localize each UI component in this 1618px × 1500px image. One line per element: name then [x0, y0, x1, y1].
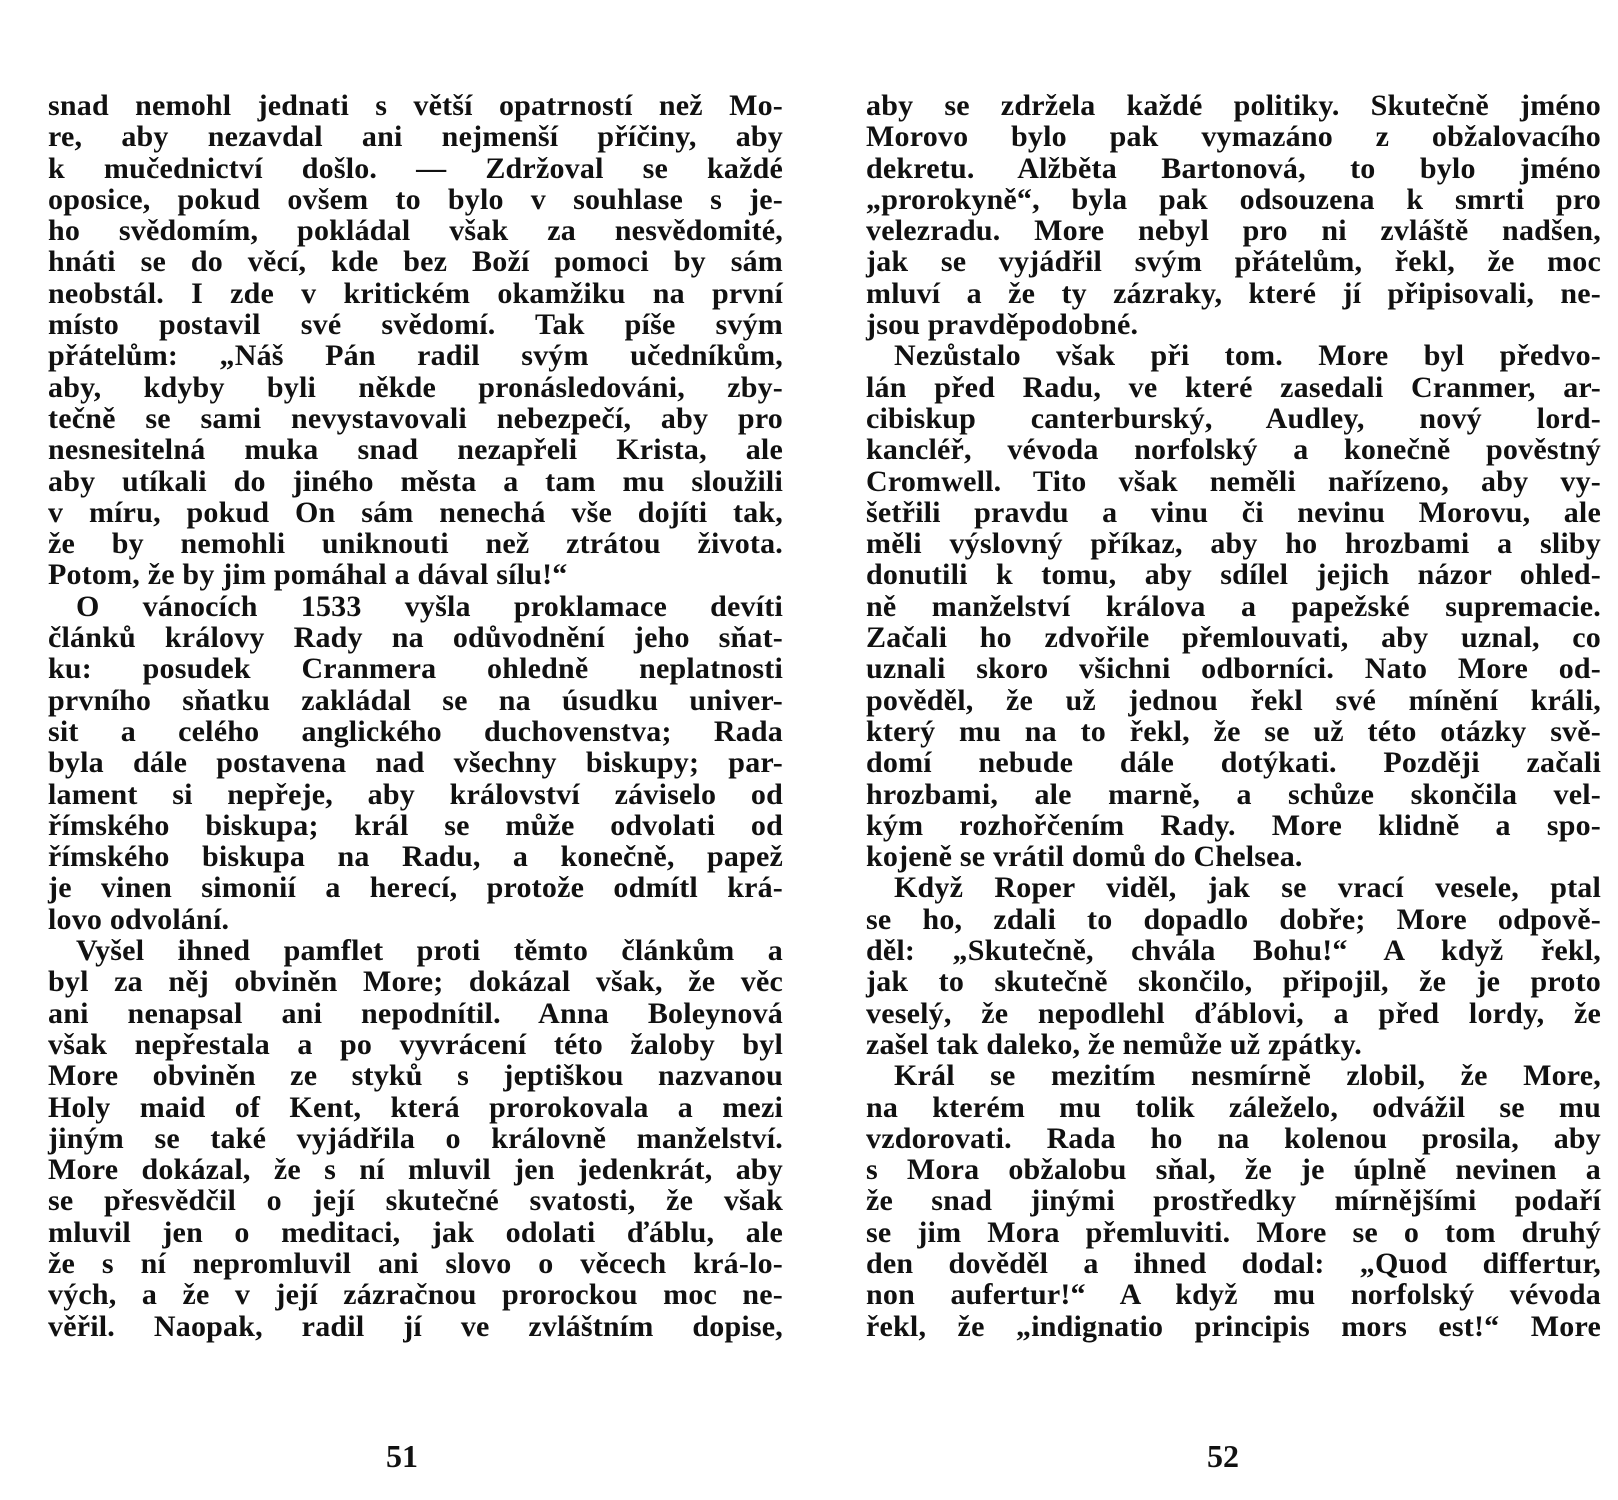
text-line: jak to skutečně skončilo, připojil, že je proto: [866, 965, 1601, 999]
right-page-text: [866, 90, 1601, 1342]
text-line: non aufertur!“ A když mu norfolský vévoda: [866, 1278, 1601, 1312]
text-line: aby se zdržela každé politiky. Skutečně jméno: [866, 89, 1601, 122]
text-line: který mu na to řekl, že se už této otázky svě-: [866, 714, 1601, 748]
text-line: Začali ho zdvořile přemlouvati, aby uznal, co: [866, 621, 1601, 655]
text-line: snad nemohl jednati s větší opatrností než Mo-: [48, 89, 783, 122]
text-line: Holy maid of Kent, která prorokovala a mezi: [48, 1090, 783, 1124]
text-line: O vánocích 1533 vyšla proklamace devíti: [76, 589, 783, 623]
text-line: děl: „Skutečně, chvála Bohu!“ A když řekl,: [866, 934, 1601, 968]
text-line: na kterém mu tolik záleželo, odvážil se mu: [866, 1090, 1601, 1124]
text-line: nesnesitelná muka snad nezapřeli Krista, ale: [48, 433, 783, 467]
text-line: jak se vyjádřil svým přátelům, řekl, že moc: [866, 245, 1601, 279]
text-line: v míru, pokud On sám nenechá vše dojíti tak,: [48, 495, 783, 529]
text-line: řekl, že „indignatio principis mors est!“ More: [866, 1309, 1601, 1343]
text-line: se přesvědčil o její skutečné svatosti, že však: [48, 1184, 783, 1218]
text-line: oposice, pokud ovšem to bylo v souhlase s je-: [48, 182, 783, 216]
text-line: Vyšel ihned pamflet proti těmto článkům a: [76, 934, 783, 968]
page-number-left: 51: [386, 1438, 418, 1474]
text-line: domí nebude dále dotýkati. Později začali: [866, 746, 1601, 780]
text-line: římského biskupa na Radu, a konečně, papež: [48, 840, 783, 874]
text-line: šetřili pravdu a vinu či nevinu Morovu, ale: [866, 495, 1601, 529]
text-line: že s ní nepromluvil ani slovo o věcech krá-lo-: [48, 1246, 783, 1280]
text-line: jiným se také vyjádřila o královně manželství.: [48, 1121, 783, 1155]
text-line: se jim Mora přemluviti. More se o tom druhý: [866, 1215, 1601, 1249]
text-line: ho svědomím, pokládal však za nesvědomité,: [48, 214, 783, 248]
text-line: lovo odvolání.: [48, 902, 230, 936]
text-line: článků královy Rady na odůvodnění jeho sňat-: [48, 621, 783, 655]
text-line: tečně se sami nevystavovali nebezpečí, aby pro: [48, 401, 783, 435]
text-line: věřil. Naopak, radil jí ve zvláštním dopise,: [48, 1309, 783, 1343]
text-line: lament si nepřeje, aby království záviselo od: [48, 777, 783, 811]
text-line: je vinen simonií a herесí, protože odmítl krá-: [48, 871, 783, 905]
text-line: lán před Radu, ve které zasedali Cranmer, ar-: [866, 370, 1601, 404]
text-line: velezradu. More nebyl pro ni zvláště nadšen,: [866, 214, 1601, 248]
text-line: vzdorovati. Rada ho na kolenou prosila, aby: [866, 1121, 1601, 1155]
left-page-text: [48, 90, 783, 1342]
text-line: k mučednictví došlo. — Zdržoval se každé: [48, 151, 783, 185]
text-line: jsou pravděpodobné.: [866, 308, 1139, 342]
text-line: ani nenapsal ani nepodnítil. Anna Boleynová: [48, 996, 783, 1030]
text-line: že snad jinými prostředky mírnějšími podaří: [866, 1184, 1601, 1218]
text-line: s Mora obžalobu sňal, že je úplně nevinen a: [866, 1153, 1601, 1187]
text-line: More obviněn ze styků s jeptiškou nazvanou: [48, 1059, 783, 1093]
text-line: uznali skoro všichni odborníci. Nato More od-: [866, 652, 1601, 686]
text-line: More dokázal, že s ní mluvil jen jedenkrát, aby: [48, 1153, 783, 1187]
text-line: se ho, zdali to dopadlo dobře; More odpově-: [866, 902, 1601, 936]
text-line: kancléř, vévoda norfolský a konečně pověstný: [866, 433, 1601, 467]
text-line: kojeně se vrátil domů do Chelsea.: [866, 840, 1303, 874]
text-line: místo postavil své svědomí. Tak píše svým: [48, 308, 783, 342]
text-line: Když Roper viděl, jak se vrací vesele, ptal: [894, 871, 1601, 905]
text-line: římského biskupa; král se může odvolati od: [48, 808, 783, 842]
text-line: „prorokyně“, byla pak odsouzena k smrti pro: [866, 182, 1601, 216]
text-line: pověděl, že už jednou řekl své mínění králi,: [866, 683, 1601, 717]
text-line: den dověděl a ihned dodal: „Quod differtur,: [866, 1246, 1601, 1280]
text-line: aby, kdyby byli někde pronásledováni, zby-: [48, 370, 783, 404]
text-line: hrozbami, ale marně, a schůze skončila vel-: [866, 777, 1601, 811]
text-line: byla dále postavena nad všechny biskupy; par-: [48, 746, 783, 780]
page-number-right: 52: [1207, 1438, 1239, 1474]
text-line: mluvil jen o meditaci, jak odolati ďáblu, ale: [48, 1215, 783, 1249]
text-line: měli výslovný příkaz, aby ho hrozbami a sliby: [866, 527, 1601, 561]
text-line: přátelům: „Náš Pán radil svým učedníkům,: [48, 339, 783, 373]
text-line: Cromwell. Tito však neměli nařízeno, aby vy-: [866, 464, 1601, 498]
text-line: aby utíkali do jiného města a tam mu sloužili: [48, 464, 783, 498]
text-line: cibiskup canterburský, Audley, nový lord-: [866, 401, 1601, 435]
text-line: sit a celého anglického duchovenstva; Rada: [48, 714, 783, 748]
text-line: hnáti se do věcí, kde bez Boží pomoci by sám: [48, 245, 783, 279]
text-line: vých, a že v její zázračnou prorockou moc ne-: [48, 1278, 783, 1312]
text-line: kým rozhořčením Rady. More klidně a spo-: [866, 808, 1601, 842]
text-line: ku: posudek Cranmera ohledně neplatnosti: [48, 652, 783, 686]
text-line: neobstál. I zde v kritickém okamžiku na první: [48, 276, 783, 310]
text-line: Nezůstalo však při tom. More byl předvo-: [894, 339, 1601, 373]
text-line: však nepřestala a po vyvrácení této žaloby byl: [48, 1027, 783, 1061]
text-line: Potom, že by jim pomáhal a dával sílu!“: [48, 558, 568, 592]
text-line: dekretu. Alžběta Bartonová, to bylo jméno: [866, 151, 1601, 185]
text-line: že by nemohli uniknouti než ztrátou života.: [48, 527, 783, 561]
text-line: Král se mezitím nesmírně zlobil, že More,: [894, 1059, 1601, 1093]
text-line: prvního sňatku zakládal se na úsudku univer-: [48, 683, 783, 717]
text-line: veselý, že nepodlehl ďáblovi, a před lordy, že: [866, 996, 1601, 1030]
text-line: donutili k tomu, aby sdílel jejich názor ohled-: [866, 558, 1601, 592]
text-line: ně manželství králova a papežské supremacie.: [866, 589, 1601, 623]
text-line: Morovo bylo pak vymazáno z obžalovacího: [866, 120, 1601, 154]
text-line: byl za něj obviněn More; dokázal však, že věc: [48, 965, 783, 999]
text-line: mluví a že ty zázraky, které jí připisovali, ne-: [866, 276, 1601, 310]
text-line: re, aby nezavdal ani nejmenší příčiny, aby: [48, 120, 783, 154]
text-line: zašel tak daleko, že nemůže už zpátky.: [866, 1027, 1362, 1061]
